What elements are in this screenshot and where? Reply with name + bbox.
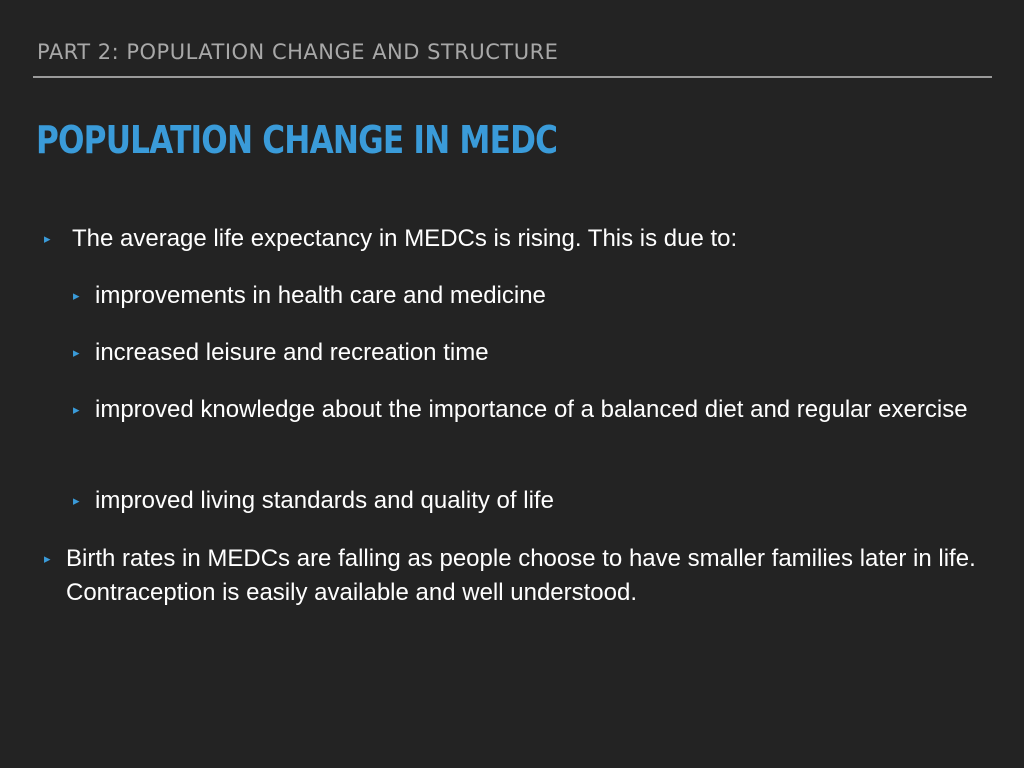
- sub-bullet-item: [73, 279, 975, 313]
- bullet-text: improved knowledge about the importance of a balanced diet and regular exercise: [95, 396, 968, 423]
- triangle-right-icon: ▸: [44, 231, 51, 246]
- sub-bullet-item: [73, 336, 975, 370]
- triangle-right-icon: ▸: [73, 402, 80, 417]
- bullet-text: improvements in health care and medicine: [95, 282, 546, 309]
- triangle-right-icon: ▸: [73, 493, 80, 508]
- triangle-right-icon: ▸: [44, 551, 51, 566]
- bullet-text: Birth rates in MEDCs are falling as people choose to have smaller families later in life. Contraception is easily available and well understood.: [66, 545, 976, 606]
- bullet-text: improved living standards and quality of life: [95, 487, 554, 514]
- section-header: PART 2: POPULATION CHANGE AND STRUCTURE: [37, 40, 559, 64]
- bullet-text: increased leisure and recreation time: [95, 339, 489, 366]
- bullet-item: [44, 222, 992, 256]
- sub-bullet-item: [73, 484, 975, 518]
- slide-title: POPULATION CHANGE IN MEDC: [36, 118, 558, 162]
- bullet-item: [44, 542, 986, 610]
- triangle-right-icon: ▸: [73, 345, 80, 360]
- triangle-right-icon: ▸: [73, 288, 80, 303]
- bullet-text: The average life expectancy in MEDCs is rising. This is due to:: [72, 225, 738, 252]
- sub-bullet-item: [73, 393, 975, 427]
- header-divider: [33, 76, 992, 78]
